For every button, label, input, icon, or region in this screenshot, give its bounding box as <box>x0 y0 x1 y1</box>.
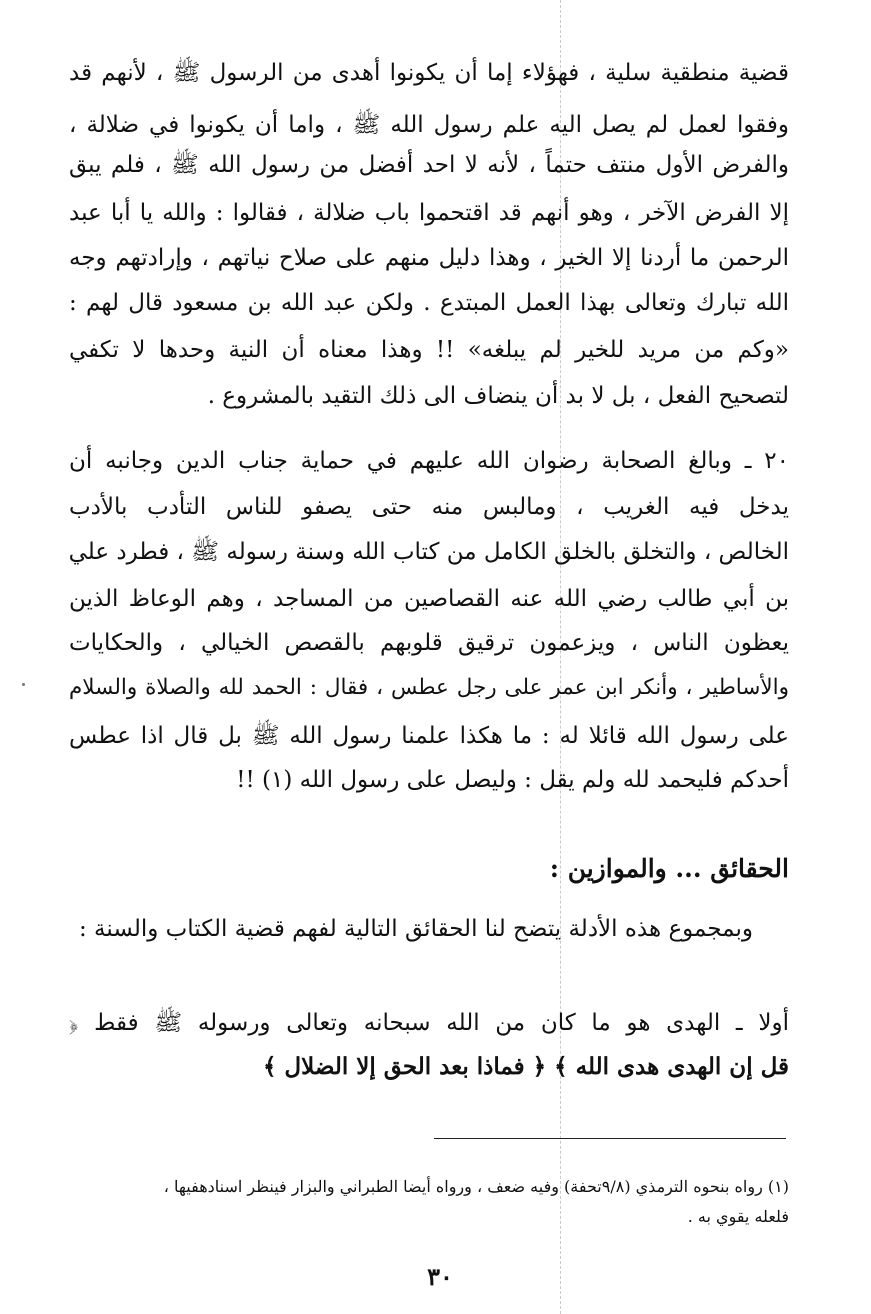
footnote-line: فلعله يقوي به . <box>687 1207 789 1226</box>
paragraph-1-line: إلا الفرض الآخر ، وهو أنهم قد اقتحموا باب ضلالة ، فقالوا : والله يا أبا عبد <box>69 200 789 226</box>
paragraph-1-line: قضية منطقية سلية ، فهؤلاء إما أن يكونوا أهدى من الرسول ﷺ ، لأنهم قد <box>69 60 789 86</box>
footnote-line: (١) رواه بنحوه الترمذي (٩/٨تحفة) وفيه ضعف ، ورواه أيضا الطبراني والبزار فينظر اسنادهفيها ، <box>163 1177 789 1196</box>
page-number: ٣٠ <box>427 1262 453 1291</box>
paragraph-2-line: أحدكم فليحمد لله ولم يقل : وليصل على رسول الله (١) !! <box>236 767 789 793</box>
paragraph-2-line: يعظون الناس ، ويزعمون ترقيق قلوبهم بالقصص الخيالي ، والحكايات <box>69 630 789 656</box>
paragraph-2-line: الخالص ، والتخلق بالخلق الكامل من كتاب الله وسنة رسوله ﷺ ، فطرد علي <box>68 539 789 565</box>
section-heading: الحقائق ... والموازين : <box>549 854 789 883</box>
paragraph-1-line: والفرض الأول منتف حتماً ، لأنه لا احد أفضل من رسول الله ﷺ ، فلم يبق <box>69 152 789 178</box>
quran-verse-line: قل إن الهدى هدى الله ﴾ ﴿ فماذا بعد الحق إلا الضلال ﴾ <box>262 1053 789 1080</box>
intro-line: وبمجموع هذه الأدلة يتضح لنا الحقائق التالية لفهم قضية الكتاب والسنة : <box>78 916 753 942</box>
paragraph-2-line: بن أبي طالب رضي الله عنه القصاصين من المساجد ، وهم الوعاظ الذين <box>69 586 789 612</box>
footnote-separator <box>434 1138 786 1139</box>
paragraph-1-line: لتصحيح الفعل ، بل لا بد أن ينضاف الى ذلك التقيد بالمشروع . <box>207 383 789 409</box>
scan-speck <box>22 683 25 686</box>
paragraph-2-line: يدخل فيه الغريب ، ومالبس منه حتى يصفو للناس التأدب بالأدب <box>69 494 789 520</box>
paragraph-2-line: والأساطير ، وأنكر ابن عمر على رجل عطس ، فقال : الحمد لله والصلاة والسلام <box>69 675 789 700</box>
paragraph-2-line: على رسول الله قائلا له : ما هكذا علمنا رسول الله ﷺ بل قال اذا عطس <box>69 723 789 749</box>
paragraph-1-line: الله تبارك وتعالى بهذا العمل المبتدع . ولكن عبد الله بن مسعود قال لهم : <box>69 290 789 316</box>
paragraph-2-line: ٢٠ ـ وبالغ الصحابة رضوان الله عليهم في حماية جناب الدين وجانبه أن <box>69 448 789 474</box>
paragraph-1-line: «وكم من مريد للخير لم يبلغه» !! وهذا معناه أن النية وحدها لا تكفي <box>69 337 789 363</box>
paragraph-1-line: وفقوا لعمل لم يصل اليه علم رسول الله ﷺ ، واما أن يكونوا في ضلالة ، <box>69 112 789 138</box>
paragraph-1-line: الرحمن ما أردنا إلا الخير ، وهذا دليل منهم على صلاح نياتهم ، وإرادتهم وجه <box>69 245 789 271</box>
point-1-line: أولا ـ الهدى هو ما كان من الله سبحانه وتعالى ورسوله ﷺ فقط ﴿ <box>69 1010 789 1036</box>
